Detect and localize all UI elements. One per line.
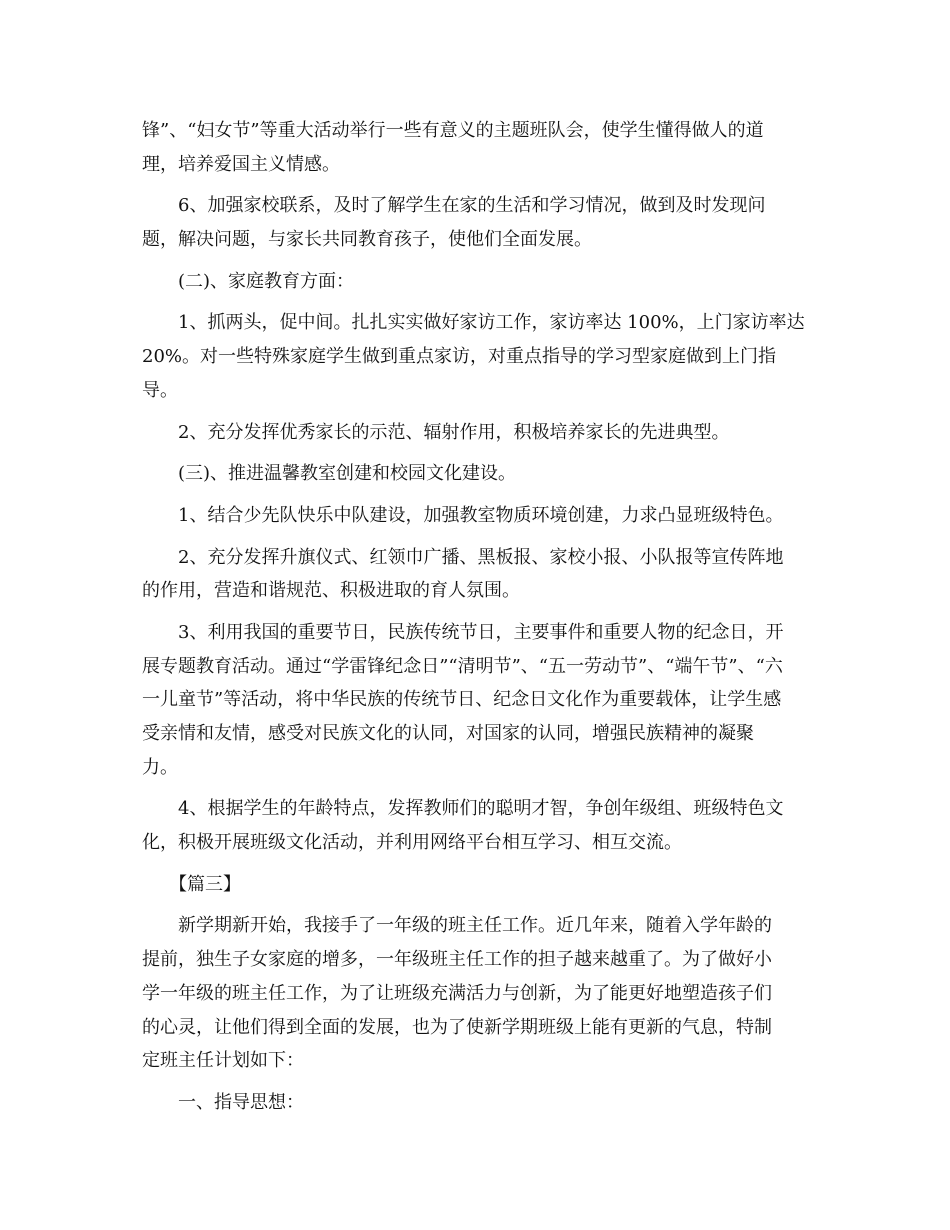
text-line: 导。 [142, 379, 178, 401]
paragraph-gap [142, 181, 814, 189]
text-line: 力。 [142, 756, 178, 778]
paragraph-gap [142, 298, 814, 306]
text-line: 的心灵，让他们得到全面的发展，也为了使新学期班级上能有更新的气息，特制 [142, 1016, 772, 1038]
text-line: 理，培养爱国主义情感。 [142, 153, 340, 175]
text-line: 化，积极开展班级文化活动，并利用网络平台相互学习、相互交流。 [142, 832, 682, 854]
document-body [142, 114, 814, 1120]
text-line: 1、结合少先队快乐中队建设，加强教室物质环境创建，力求凸显班级特色。 [142, 504, 784, 526]
text-line: 学一年级的班主任工作，为了让班级充满活力与创新，为了能更好地塑造孩子们 [142, 982, 772, 1004]
text-line: 题，解决问题，与家长共同教育孩子，使他们全面发展。 [142, 229, 592, 251]
text-line: 的作用，营造和谐规范、积极进取的育人氛围。 [142, 580, 520, 602]
text-line: 锋”、“妇女节”等重大活动举行一些有意义的主题班队会，使学生懂得做人的道 [142, 120, 764, 141]
paragraph-gap [142, 491, 814, 499]
paragraph-gap [142, 901, 814, 909]
text-line: 提前，独生子女家庭的增多，一年级班主任工作的担子越来越重了。为了做好小 [142, 949, 772, 971]
text-line: 新学期新开始，我接手了一年级的班主任工作。近几年来，随着入学年龄的 [142, 915, 772, 937]
text-line: 一儿童节”等活动，将中华民族的传统节日、纪念日文化作为重要载体，让学生感 [142, 689, 782, 711]
paragraph-gap [142, 533, 814, 541]
paragraph-gap [142, 449, 814, 457]
text-line: 4、根据学生的年龄特点，发挥教师们的聪明才智，争创年级组、班级特色文 [142, 798, 784, 820]
text-line: 3、利用我国的重要节日，民族传统节日，主要事件和重要人物的纪念日，开 [142, 621, 784, 643]
section-heading: (三)、推进温馨教室创建和校园文化建设。 [142, 463, 517, 485]
paragraph-gap [142, 784, 814, 792]
section-heading: (二)、家庭教育方面： [142, 270, 355, 292]
paragraph-gap [142, 257, 814, 265]
text-line: 展专题教育活动。通过“学雷锋纪念日”“清明节”、“五一劳动节”、“端午节”、“六 [142, 655, 783, 677]
text-line: 6、加强家校联系，及时了解学生在家的生活和学习情况，做到及时发现问 [142, 195, 766, 217]
section-heading: 一、指导思想： [142, 1091, 304, 1113]
paragraph-gap [142, 860, 814, 868]
text-line: 定班主任计划如下： [142, 1050, 304, 1072]
text-line: 20%。对一些特殊家庭学生做到重点家访，对重点指导的学习型家庭做到上门指 [142, 346, 777, 368]
paragraph-gap [142, 1078, 814, 1086]
section-heading: 【篇三】 [142, 873, 241, 895]
text-line: 受亲情和友情，感受对民族文化的认同，对国家的认同，增强民族精神的凝聚 [142, 723, 754, 744]
text-line: 2、充分发挥优秀家长的示范、辐射作用，积极培养家长的先进典型。 [142, 421, 730, 443]
paragraph-gap [142, 608, 814, 616]
text-line: 2、充分发挥升旗仪式、红领巾广播、黑板报、家校小报、小队报等宣传阵地 [142, 546, 784, 568]
text-line: 1、抓两头，促中间。扎扎实实做好家访工作，家访率达 100%，上门家访率达 [142, 312, 805, 334]
paragraph-gap [142, 408, 814, 416]
